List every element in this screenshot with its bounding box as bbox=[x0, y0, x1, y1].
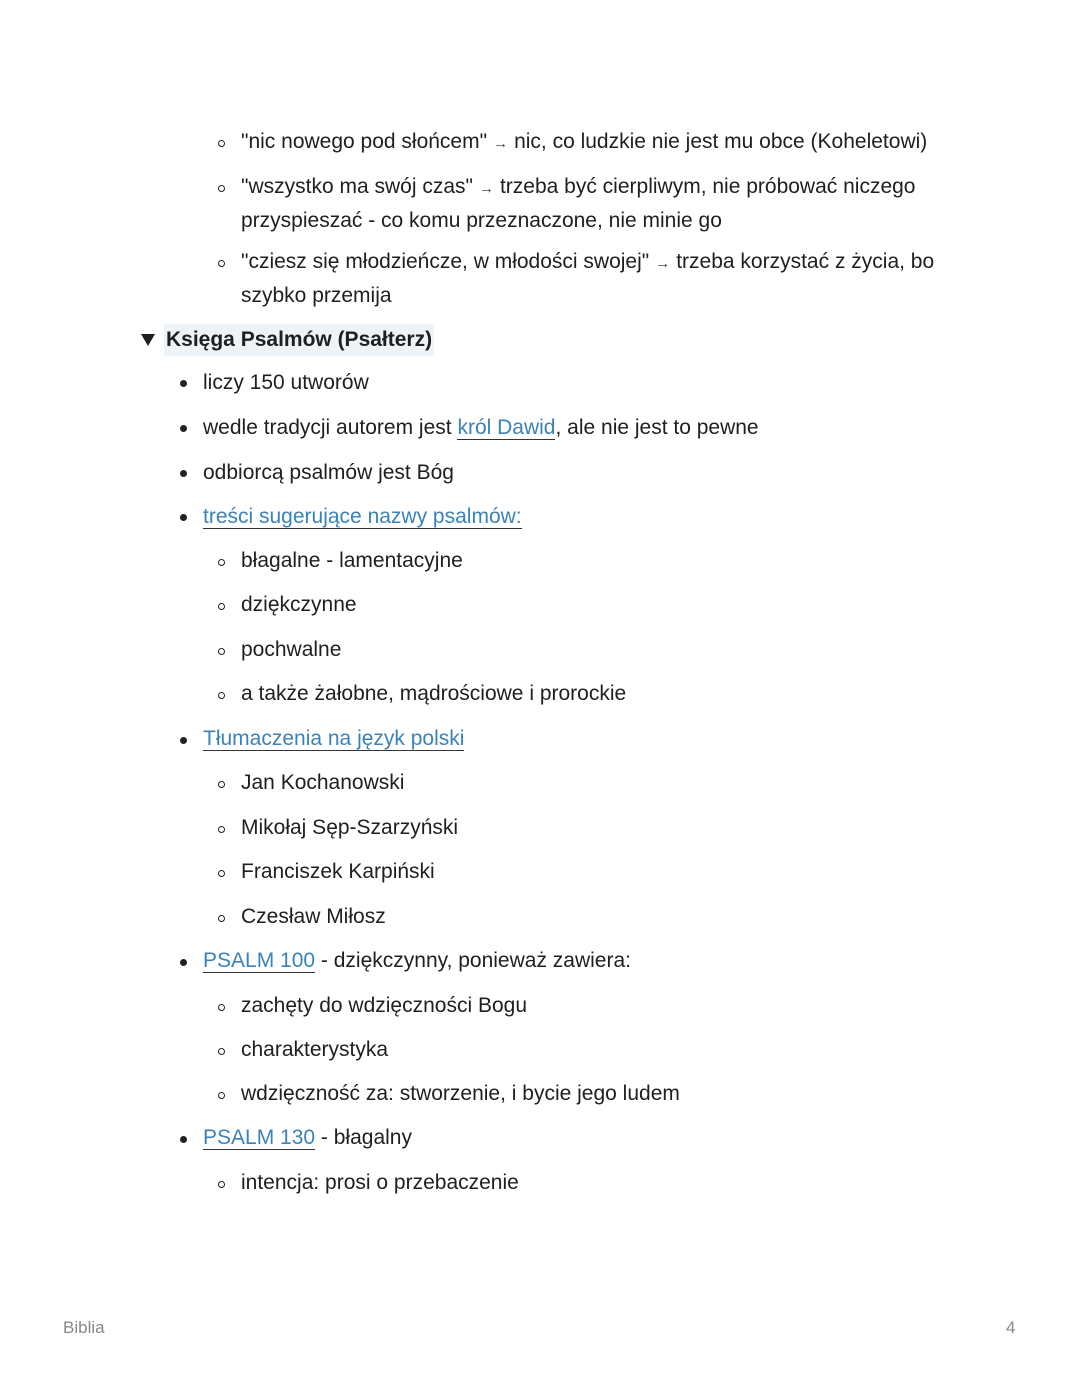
list-item: wdzięczność za: stworzenie, i bycie jego ludem bbox=[241, 1082, 680, 1105]
hollow-bullet-icon bbox=[218, 1048, 225, 1055]
link-psalm-100[interactable]: PSALM 100 bbox=[203, 949, 316, 972]
list-item: pochwalne bbox=[241, 638, 342, 661]
toggle-triangle-icon[interactable] bbox=[141, 334, 155, 346]
hollow-bullet-icon bbox=[218, 185, 225, 192]
hollow-bullet-icon bbox=[218, 870, 225, 877]
hollow-bullet-icon bbox=[218, 140, 225, 147]
footer-title: Biblia bbox=[63, 1318, 105, 1337]
list-item bbox=[203, 501, 522, 533]
hollow-bullet-icon bbox=[218, 260, 225, 267]
hollow-bullet-icon bbox=[218, 603, 225, 610]
bullet-icon bbox=[180, 959, 187, 966]
link-psalm-130[interactable]: PSALM 130 bbox=[203, 1126, 316, 1149]
link-tresci-psalmow[interactable]: treści sugerujące nazwy psalmów: bbox=[203, 505, 522, 528]
link-tlumaczenia[interactable]: Tłumaczenia na język polski bbox=[203, 727, 465, 750]
list-item: PSALM 100 - dziękczynny, ponieważ zawiera: bbox=[203, 949, 631, 972]
list-item: intencja: prosi o przebaczenie bbox=[241, 1171, 519, 1194]
link-krol-dawid[interactable]: król Dawid bbox=[457, 416, 556, 439]
list-item: wedle tradycji autorem jest król Dawid, ale nie jest to pewne bbox=[203, 416, 759, 439]
bullet-icon bbox=[180, 425, 187, 432]
hollow-bullet-icon bbox=[218, 1092, 225, 1099]
arrow-right-icon: → bbox=[655, 255, 671, 272]
hollow-bullet-icon bbox=[218, 826, 225, 833]
bullet-icon bbox=[180, 737, 187, 744]
list-item: błagalne - lamentacyjne bbox=[241, 549, 463, 572]
list-item: Czesław Miłosz bbox=[241, 905, 386, 928]
list-item: a także żałobne, mądrościowe i prorockie bbox=[241, 682, 627, 705]
list-item: odbiorcą psalmów jest Bóg bbox=[203, 461, 454, 484]
list-item: Jan Kochanowski bbox=[241, 771, 405, 794]
section-heading[interactable]: Księga Psalmów (Psałterz) bbox=[164, 324, 434, 356]
bullet-icon bbox=[180, 514, 187, 521]
arrow-right-icon: → bbox=[478, 180, 494, 197]
hollow-bullet-icon bbox=[218, 648, 225, 655]
list-item: charakterystyka bbox=[241, 1038, 389, 1061]
hollow-bullet-icon bbox=[218, 1181, 225, 1188]
hollow-bullet-icon bbox=[218, 915, 225, 922]
hollow-bullet-icon bbox=[218, 781, 225, 788]
list-item: liczy 150 utworów bbox=[203, 371, 369, 394]
bullet-icon bbox=[180, 380, 187, 387]
hollow-bullet-icon bbox=[218, 692, 225, 699]
list-item: "wszystko ma swój czas" → trzeba być cierpliwym, nie próbować niczego przyspieszać - co komu przeznaczone, nie minie go bbox=[241, 175, 916, 232]
list-item: "cziesz się młodzieńcze, w młodości swojej" → trzeba korzystać z życia, bo szybko przemija bbox=[241, 250, 935, 307]
arrow-right-icon: → bbox=[493, 135, 509, 152]
hollow-bullet-icon bbox=[218, 1004, 225, 1011]
list-item: "nic nowego pod słońcem" → nic, co ludzkie nie jest mu obce (Koheletowi) bbox=[241, 130, 928, 153]
list-item: dziękczynne bbox=[241, 593, 357, 616]
list-item: Mikołaj Sęp-Szarzyński bbox=[241, 816, 459, 839]
list-item: PSALM 130 - błagalny bbox=[203, 1126, 412, 1149]
page-number: 4 bbox=[1006, 1318, 1016, 1337]
list-item: Franciszek Karpiński bbox=[241, 860, 435, 883]
hollow-bullet-icon bbox=[218, 559, 225, 566]
list-item bbox=[203, 723, 464, 755]
list-item: zachęty do wdzięczności Bogu bbox=[241, 994, 527, 1017]
bullet-icon bbox=[180, 470, 187, 477]
bullet-icon bbox=[180, 1136, 187, 1143]
